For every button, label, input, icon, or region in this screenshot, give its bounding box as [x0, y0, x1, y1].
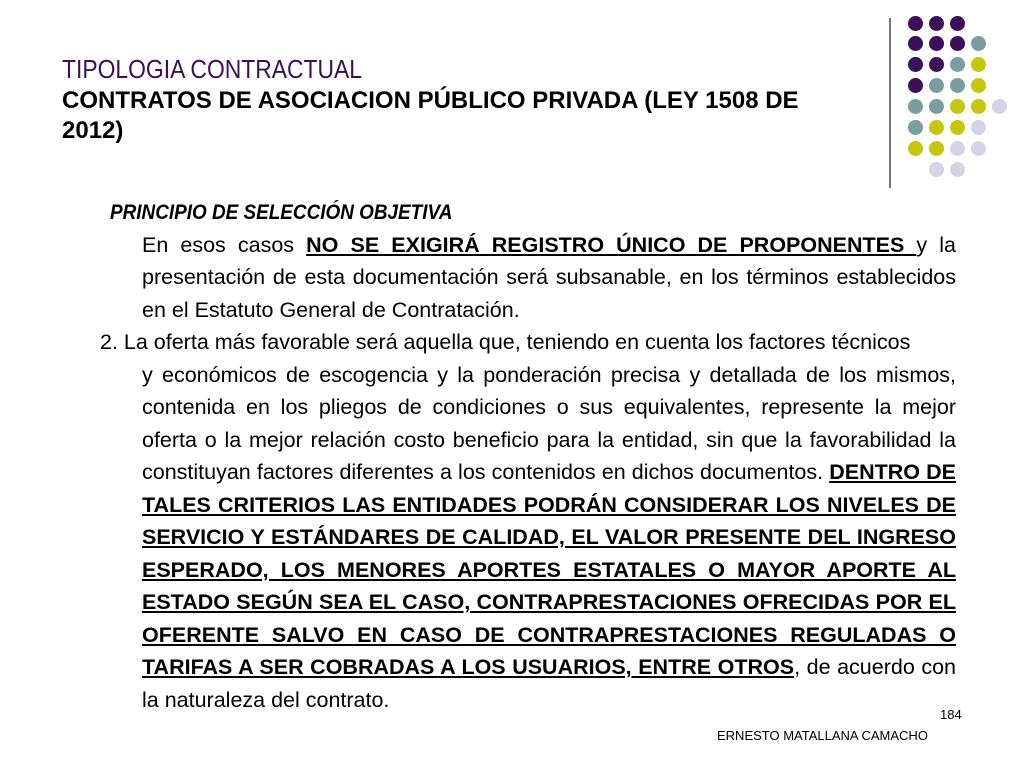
paragraph-2-emphasis: DENTRO DE TALES CRITERIOS LAS ENTIDADES PODRÁN CONSIDERAR LOS NIVELES DE SERVICIO Y ESTÁNDARES DE CALIDAD, EL VALOR PRESENTE DEL INGRESO ESPERADO, LOS MENORES APORTES ESTATALES O MAYOR APORTE AL ESTADO SEGÚN SEA EL CASO, CONTRAPRESTACIONES OFRECIDAS POR EL OFERENTE SALVO EN CASO DE CONTRAPRESTACIONES REGULADAS O TARIFAS A SER COBRADAS A LOS USUARIOS, ENTRE OTROS: [142, 460, 956, 679]
slide-title: TIPOLOGIA CONTRACTUAL: [62, 54, 363, 84]
decorative-divider: [889, 18, 891, 188]
decorative-dot: [908, 57, 923, 72]
decorative-dot: [929, 16, 944, 31]
paragraph-2-end: , de acuerdo con la naturaleza del contrato.: [142, 655, 956, 712]
decorative-dot: [971, 141, 986, 156]
decorative-dot: [929, 36, 944, 51]
paragraph-1-suffix: y la presentación de esta documentación será subsanable, en los términos establecidos en el Estatuto General de Contratación.: [142, 232, 956, 322]
decorative-dot: [908, 36, 923, 51]
decorative-dot: [929, 162, 944, 177]
decorative-dot: [950, 78, 965, 93]
decorative-dot: [950, 16, 965, 31]
decorative-dot: [971, 36, 986, 51]
decorative-dot: [929, 141, 944, 156]
decorative-dot: [992, 99, 1007, 114]
section-heading: PRINCIPIO DE SELECCIÓN OBJETIVA: [110, 200, 453, 224]
footer-author: ERNESTO MATALLANA CAMACHO: [717, 728, 928, 743]
decorative-dot: [950, 57, 965, 72]
decorative-dot: [971, 78, 986, 93]
decorative-dot: [929, 57, 944, 72]
decorative-dot: [908, 120, 923, 135]
decorative-dot: [929, 120, 944, 135]
paragraph-1-emphasis: NO SE EXIGIRÁ REGISTRO ÚNICO DE PROPONENTES: [306, 232, 917, 257]
decorative-dot: [971, 120, 986, 135]
decorative-dot: [950, 120, 965, 135]
page-number: 184: [940, 707, 962, 722]
paragraph-2-text: y económicos de escogencia y la ponderación precisa y detallada de los mismos, contenida en los pliegos de condiciones o sus equivalentes, represente la mejor oferta o la mejor relación costo beneficio para la entidad, sin que la favorabilidad la constituyan factores diferentes a los contenidos en dichos documentos.: [142, 362, 956, 484]
decorative-dot: [908, 99, 923, 114]
decorative-dot: [908, 16, 923, 31]
paragraph-2-first-line: 2. La oferta más favorable será aquella que, teniendo en cuenta los factores técnicos: [100, 330, 911, 354]
decorative-dot: [908, 78, 923, 93]
decorative-dot: [950, 162, 965, 177]
decorative-dot: [950, 36, 965, 51]
decorative-dot: [929, 99, 944, 114]
decorative-dot: [971, 99, 986, 114]
title-block: [62, 52, 862, 146]
decorative-dot: [971, 57, 986, 72]
paragraph-1-prefix: En esos casos: [142, 232, 307, 257]
decorative-dot: [908, 141, 923, 156]
decorative-dot: [950, 99, 965, 114]
slide-body: [100, 196, 956, 716]
decorative-dot: [950, 141, 965, 156]
slide-subtitle: CONTRATOS DE ASOCIACION PÚBLICO PRIVADA (LEY 1508 DE 2012): [62, 87, 799, 144]
paragraph-1: [142, 229, 956, 327]
paragraph-2: [100, 326, 956, 716]
decorative-dot: [929, 78, 944, 93]
paragraph-2-body: [142, 359, 956, 717]
